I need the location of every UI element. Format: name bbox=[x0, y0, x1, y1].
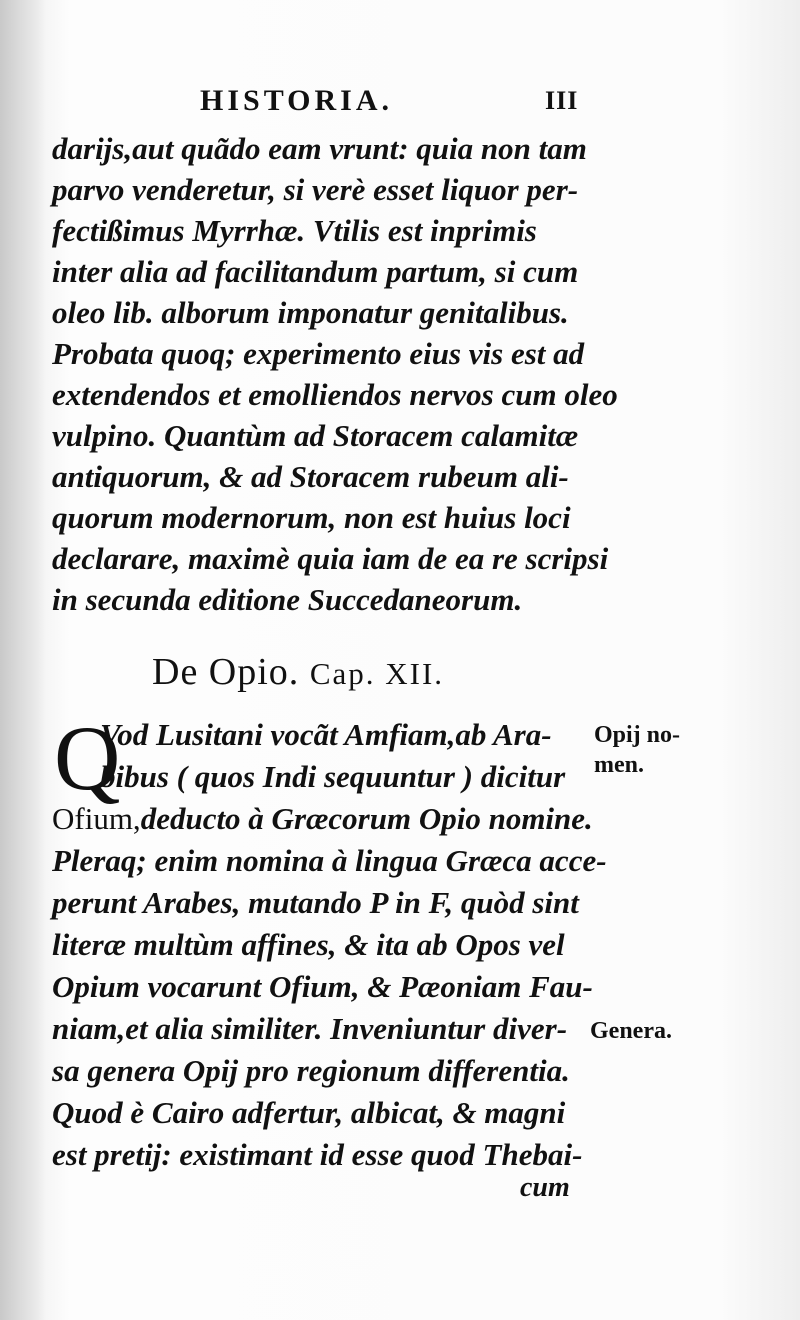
drop-capital: Q bbox=[54, 707, 121, 809]
text-line: fectißimus Myrrhæ. Vtilis est inprimis bbox=[52, 213, 537, 248]
section-text bbox=[52, 128, 618, 620]
text-line: perunt Arabes, mutando P in F, quòd sint bbox=[52, 885, 579, 920]
text-line: inter alia ad facilitandum partum, si cum bbox=[52, 254, 579, 289]
page-header bbox=[200, 84, 620, 128]
text-line bbox=[52, 798, 592, 840]
chapter-text bbox=[52, 707, 607, 1176]
text-fragment: deducto à Græcorum Opio nomine. bbox=[140, 801, 593, 836]
text-line: Quod è Cairo adfertur, albicat, & magni bbox=[52, 1095, 566, 1130]
roman-word: Ofium, bbox=[52, 801, 141, 836]
text-line: Opium vocarunt Ofium, & Pæoniam Fau- bbox=[52, 969, 593, 1004]
chapter-number: Cap. XII. bbox=[309, 656, 445, 691]
text-line: niam,et alia similiter. Inveniuntur diver- bbox=[52, 1011, 568, 1046]
margin-note-line: Genera. bbox=[590, 1018, 672, 1044]
margin-note-opij-nomen bbox=[594, 720, 680, 780]
text-line: est pretij: existimant id esse quod Thebai- bbox=[52, 1137, 583, 1172]
text-line: Vod Lusitani vocãt Amfiam,ab Ara- bbox=[100, 717, 552, 752]
text-line: darijs,aut quãdo eam vrunt: quia non tam bbox=[52, 131, 587, 166]
text-line: antiquorum, & ad Storacem rubeum ali- bbox=[52, 459, 569, 494]
text-line: declarare, maximè quia iam de ea re scripsi bbox=[52, 541, 609, 576]
gutter-shadow bbox=[0, 0, 46, 1320]
catchword: cum bbox=[520, 1172, 570, 1203]
text-line: bibus ( quos Indi sequuntur ) dicitur bbox=[100, 759, 566, 794]
margin-note-line: men. bbox=[594, 752, 644, 778]
text-line: Pleraq; enim nomina à lingua Græca acce- bbox=[52, 843, 607, 878]
text-line: Probata quoq; experimento eius vis est ad bbox=[52, 336, 585, 371]
margin-note-genera bbox=[590, 1016, 672, 1046]
text-line: literæ multùm affines, & ita ab Opos vel bbox=[52, 927, 565, 962]
chapter-title-main: De Opio. bbox=[152, 651, 300, 693]
text-line: extendendos et emolliendos nervos cum oleo bbox=[52, 377, 618, 412]
running-title: HISTORIA. bbox=[200, 84, 394, 117]
text-line: quorum modernorum, non est huius loci bbox=[52, 500, 571, 535]
text-line: in secunda editione Succedaneorum. bbox=[52, 582, 523, 617]
text-line: vulpino. Quantùm ad Storacem calamitæ bbox=[52, 418, 579, 453]
text-line: parvo venderetur, si verè esset liquor per- bbox=[52, 172, 579, 207]
text-line: sa genera Opij pro regionum differentia. bbox=[52, 1053, 570, 1088]
page-number: III bbox=[545, 86, 579, 115]
margin-note-line: Opij no- bbox=[594, 722, 681, 748]
text-line: oleo lib. alborum imponatur genitalibus. bbox=[52, 295, 569, 330]
chapter-title bbox=[152, 650, 444, 694]
